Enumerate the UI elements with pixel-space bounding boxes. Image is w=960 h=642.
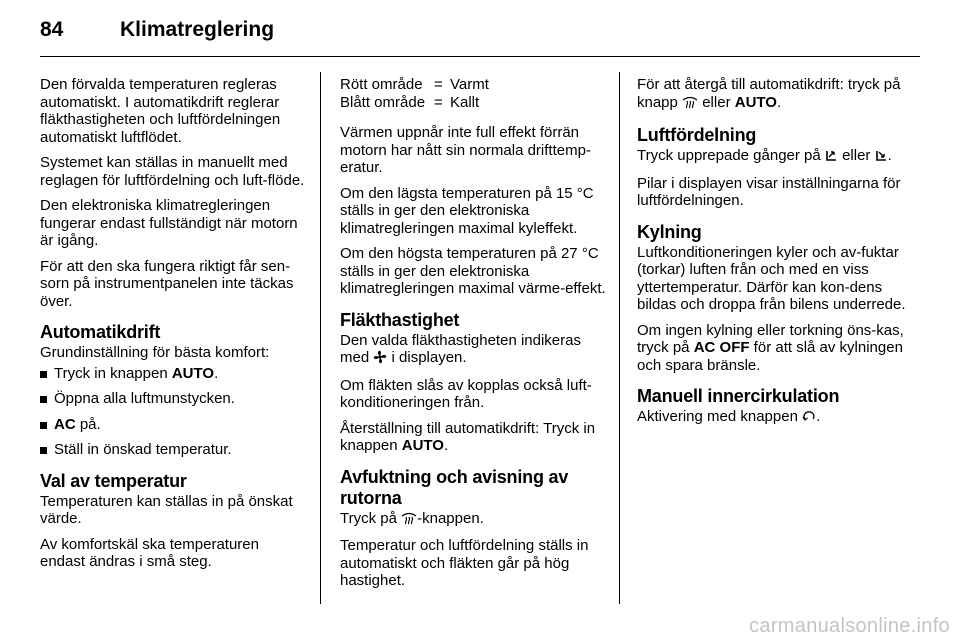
bullet-list xyxy=(40,365,306,459)
heading-manuell-innercirkulation: Manuell innercirkulation xyxy=(637,386,840,406)
square-bullet-icon xyxy=(40,396,47,403)
paragraph: Tryck på -knappen. xyxy=(340,510,606,530)
paragraph: Aktivering med knappen . xyxy=(637,408,907,428)
recirculation-icon xyxy=(802,410,816,428)
paragraph: Om ingen kylning eller torkning öns-kas, tryck på AC OFF för att slå av kylningen och spara bränsle. xyxy=(637,321,904,374)
column-left xyxy=(40,76,306,579)
paragraph: Om den lägsta temperaturen på 15 °C ställs in ger den elektroniska klimatregleringen maximal kyleffekt. xyxy=(340,184,594,237)
heading-val-av-temperatur: Val av temperatur xyxy=(40,470,187,491)
watermark: carmanualsonline.info xyxy=(749,615,950,637)
list-item: Tryck in knappen AUTO. xyxy=(54,365,306,383)
page-number: 84 xyxy=(40,18,64,41)
paragraph: Den elektroniska klimatregleringen fungerar endast fullständigt när motorn är igång. xyxy=(40,197,298,249)
paragraph: Systemet kan ställas in manuellt med reglagen för luftfördelning och luft-flöde. xyxy=(40,154,305,189)
page-title: Klimatreglering xyxy=(120,18,275,41)
windshield-defrost-icon xyxy=(401,511,417,530)
table-row: Rött område = Varmt xyxy=(340,76,489,93)
fan-icon xyxy=(373,350,387,369)
header-divider xyxy=(40,56,920,57)
square-bullet-icon xyxy=(40,371,47,378)
column-middle xyxy=(340,76,606,598)
paragraph: Luftkonditioneringen kyler och av-fuktar (torkar) luften från och med en viss yttertemperatur. Därför kan kon-dens bildas och droppa från bilens underrede. xyxy=(637,243,906,313)
column-divider xyxy=(320,72,321,604)
list-item: AC på. xyxy=(54,416,306,434)
paragraph: Om den högsta temperaturen på 27 °C ställs in ger den elektroniska klimatregleringen maximal värme-effekt. xyxy=(340,245,606,297)
paragraph: Tryck upprepade gånger på eller . xyxy=(637,147,907,167)
table-row: Blått område = Kallt xyxy=(340,93,480,111)
paragraph: Grundinställning för bästa komfort: xyxy=(40,344,270,361)
paragraph: Värmen uppnår inte full effekt förrän motorn har nått sin normala drifttemp-eratur. xyxy=(340,124,591,176)
square-bullet-icon xyxy=(40,422,47,429)
paragraph: För att den ska fungera riktigt får sen-sorn på instrumentpanelen inte täckas över. xyxy=(40,257,294,310)
paragraph: Om fläkten slås av kopplas också luft-konditioneringen från. xyxy=(340,376,592,411)
paragraph: Återställning till automatikdrift: Tryck in knappen AUTO. xyxy=(340,419,596,454)
air-distribution-up-icon xyxy=(825,149,838,167)
heading-flakthastighet: Fläkthastighet xyxy=(340,309,460,330)
heading-avfuktning: Avfuktning och avisning av rutorna xyxy=(340,466,569,508)
heading-luftfordelning: Luftfördelning xyxy=(637,125,757,145)
air-distribution-down-icon xyxy=(875,149,888,167)
list-item: Ställ in önskad temperatur. xyxy=(54,441,306,459)
list-item: Öppna alla luftmunstycken. xyxy=(54,390,306,408)
square-bullet-icon xyxy=(40,447,47,454)
column-divider xyxy=(619,72,620,604)
paragraph: Temperaturen kan ställas in på önskat värde. xyxy=(40,492,293,527)
color-legend-table xyxy=(340,76,489,111)
heading-kylning: Kylning xyxy=(637,221,702,242)
paragraph: Pilar i displayen visar inställningarna för luftfördelningen. xyxy=(637,174,901,209)
paragraph: Temperatur och luftfördelning ställs in automatiskt och fläkten går på hög hastighet. xyxy=(340,537,589,589)
column-right xyxy=(637,76,907,436)
windshield-defrost-icon xyxy=(682,95,698,114)
paragraph: Den förvalda temperaturen regleras automatiskt. I automatikdrift reglerar fläkthastigheten och luftfördelningen automatiskt luftflödet. xyxy=(40,76,281,146)
paragraph: För att återgå till automatikdrift: tryck på knapp eller AUTO. xyxy=(637,76,907,113)
paragraph: Av komfortskäl ska temperaturen endast ändras i små steg. xyxy=(40,535,259,570)
heading-automatikdrift: Automatikdrift xyxy=(40,322,161,342)
paragraph: Den valda fläkthastigheten indikeras med i displayen. xyxy=(340,332,606,369)
